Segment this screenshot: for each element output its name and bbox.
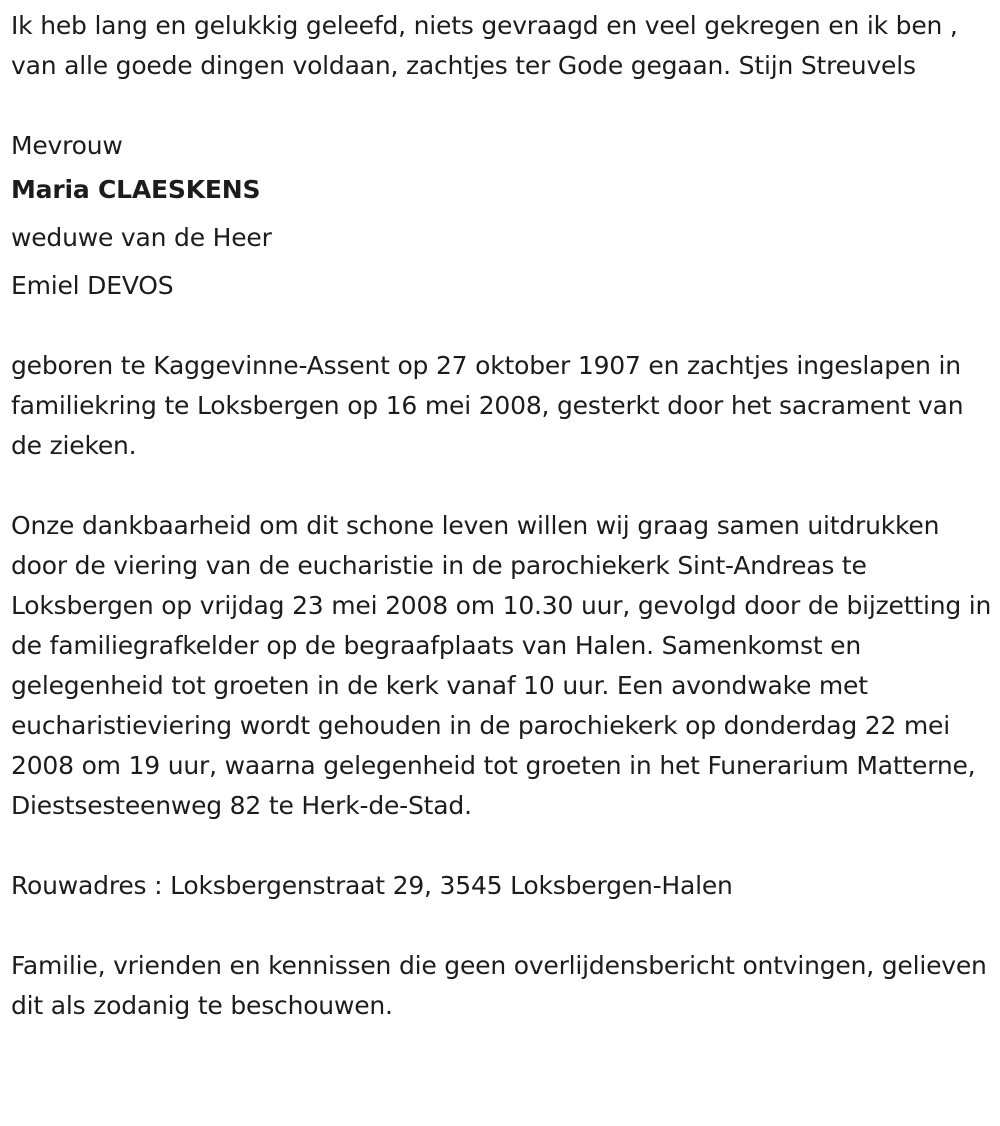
birth-death-paragraph: geboren te Kaggevinne-Assent op 27 oktober 1907 en zachtjes ingeslapen in familiekring te Loksbergen op 16 mei 2008, gesterkt door het sacrament van de zieken.: [11, 351, 964, 460]
mourning-address: Rouwadres : Loksbergenstraat 29, 3545 Loksbergen-Halen: [11, 871, 733, 900]
spacer: [11, 310, 996, 346]
obituary-document: [11, 6, 996, 1026]
spouse-name: Emiel DEVOS: [11, 271, 174, 300]
spacer: [11, 826, 996, 866]
opening-quote: Ik heb lang en gelukkig geleefd, niets gevraagd en veel gekregen en ik ben , van alle goede dingen voldaan, zachtjes ter Gode gegaan. Stijn Streuvels: [11, 11, 958, 80]
ceremony-paragraph: Onze dankbaarheid om dit schone leven willen wij graag samen uitdrukken door de viering van de eucharistie in de parochiekerk Sint-Andreas te Loksbergen op vrijdag 23 mei 2008 om 10.30 uur, gevolgd door de bijzetting in de familiegrafkelder op de begraafplaats van Halen. Samenkomst en gelegenheid tot groeten in de kerk vanaf 10 uur. Een avondwake met eucharistieviering wordt gehouden in de parochiekerk op donderdag 22 mei 2008 om 19 uur, waarna gelegenheid tot groeten in het Funerarium Matterne, Diestsesteenweg 82 te Herk-de-Stad.: [11, 511, 992, 820]
spacer: [11, 466, 996, 506]
deceased-name: Maria CLAESKENS: [11, 175, 261, 204]
spacer: [11, 86, 996, 126]
spacer: [11, 906, 996, 946]
closing-note: Familie, vrienden en kennissen die geen overlijdensbericht ontvingen, gelieven dit als zodanig te beschouwen.: [11, 951, 987, 1020]
relation-line: weduwe van de Heer: [11, 223, 272, 252]
salutation: Mevrouw: [11, 131, 123, 160]
